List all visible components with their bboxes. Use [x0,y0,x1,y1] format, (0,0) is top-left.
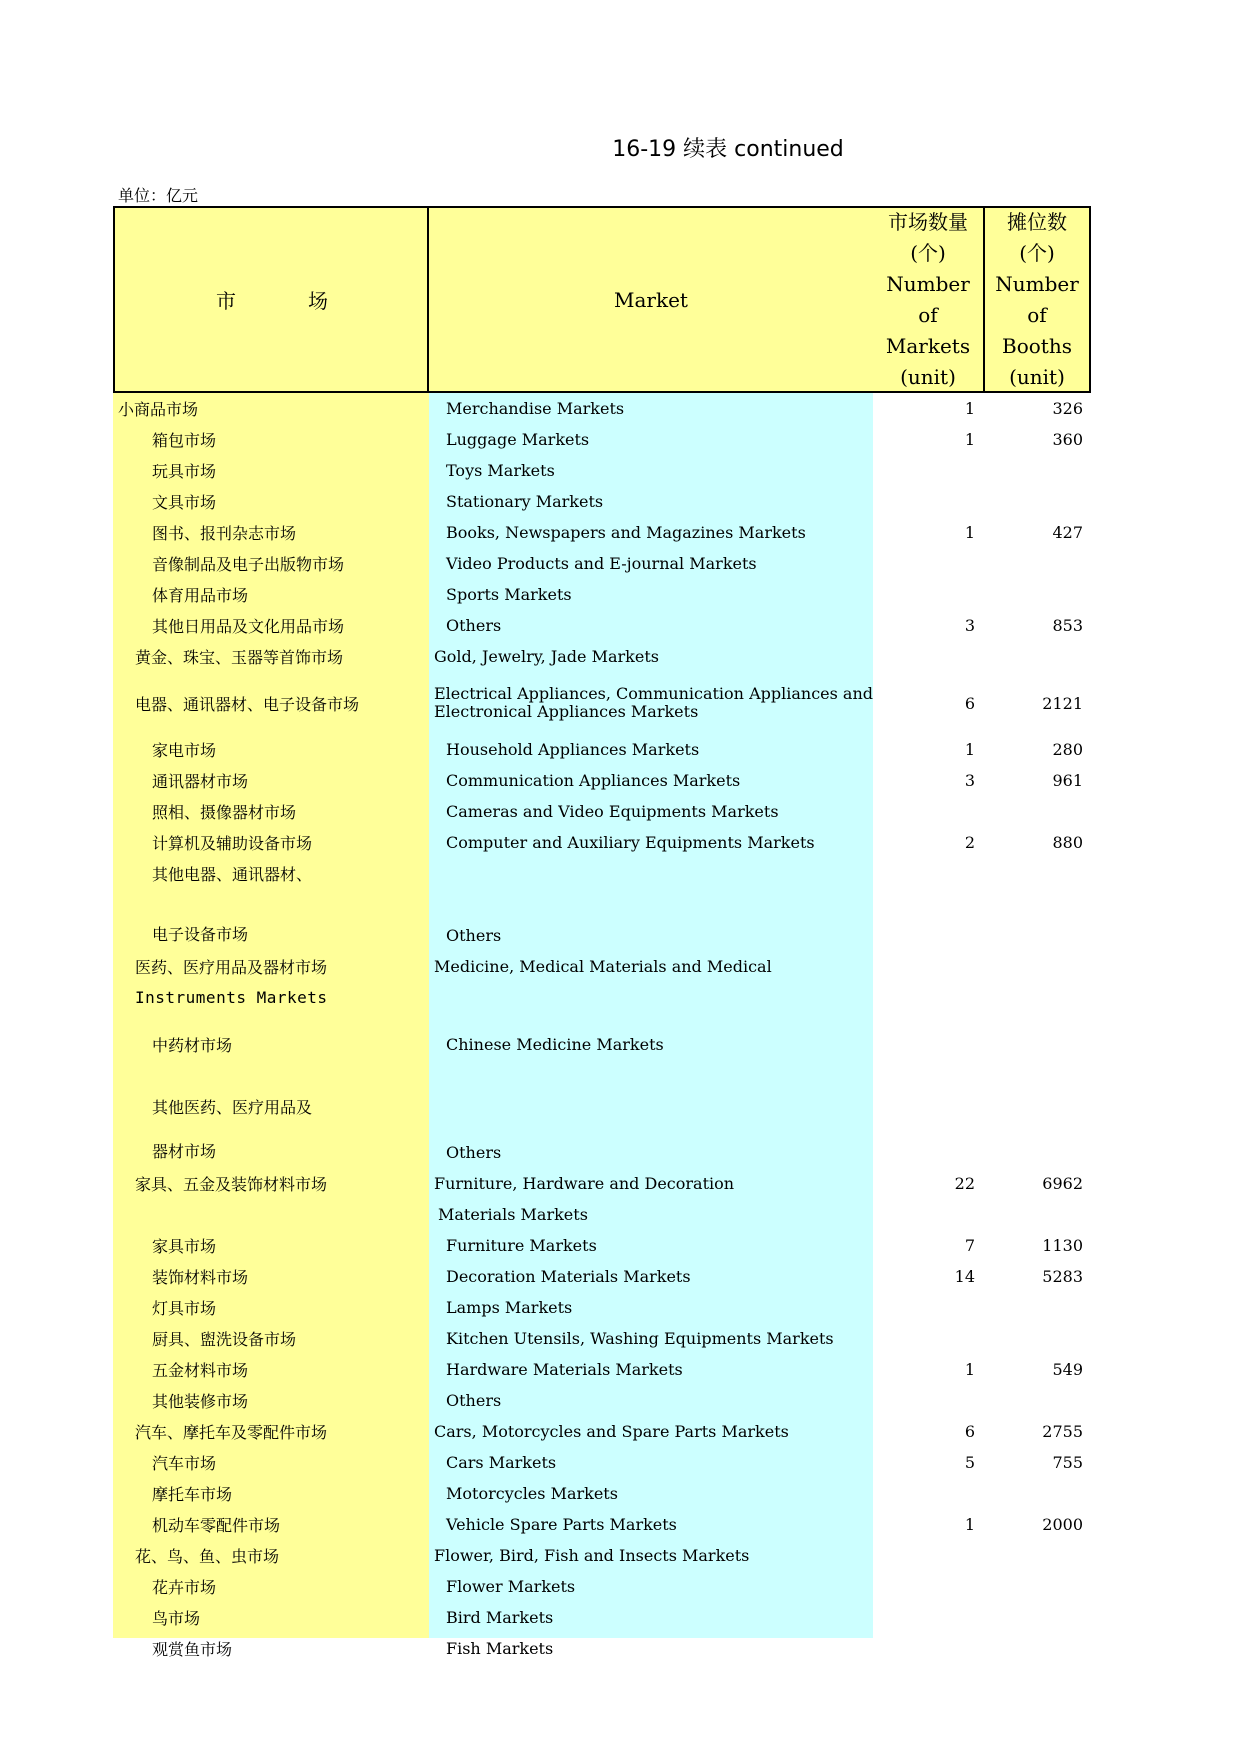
table-row [113,734,1091,765]
cell-market-en: Cameras and Video Equipments Markets [446,802,779,821]
cell-number-of-booths [985,455,1091,486]
cell-market-en: Lamps Markets [446,1298,573,1317]
table-row [113,765,1091,796]
table-body [113,393,1091,1659]
cell-number-of-markets [873,486,985,517]
table-row [113,1261,1091,1292]
cell-market-en: Sports Markets [446,585,572,604]
table-row [113,1509,1091,1540]
cell-market-en: Books, Newspapers and Magazines Markets [446,523,806,542]
cell-market-cn: 花、鸟、鱼、虫市场 [135,1547,280,1566]
header-booths-line: 摊位数 [1006,209,1067,234]
cell-number-of-markets: 1 [964,399,975,418]
cell-market-cn [113,1199,451,1230]
cell-number-of-markets [873,889,985,951]
cell-number-of-booths: 853 [1052,616,1083,635]
cell-number-of-booths: 280 [1052,740,1083,759]
cell-number-of-markets: 6 [964,693,975,713]
cell-number-of-markets [873,796,985,827]
cell-market-en: Flower Markets [446,1577,576,1596]
header-market-en: Market [427,206,875,393]
cell-number-of-booths [985,641,1091,672]
cell-number-of-booths [985,579,1091,610]
table-row [113,393,1091,424]
table-row [113,1416,1091,1447]
cell-market-en: Communication Appliances Markets [446,771,741,790]
cell-number-of-markets: 22 [954,1174,975,1193]
cell-market-cn: 器材市场 [152,1142,217,1161]
cell-number-of-markets: 1 [964,523,975,542]
cell-market-en: Bird Markets [446,1608,554,1627]
header-markets-line: of [918,302,938,327]
cell-market-en [429,982,878,1013]
table-row [113,424,1091,455]
cell-number-of-booths [985,1540,1091,1571]
cell-number-of-markets [873,1075,985,1137]
header-markets-line: (unit) [900,364,956,389]
cell-number-of-markets: 1 [964,430,975,449]
header-market-cn [113,206,429,393]
table-row [113,579,1091,610]
cell-number-of-markets [873,1602,985,1633]
cell-market-en [429,1075,890,1137]
cell-market-en: Vehicle Spare Parts Markets [446,1515,677,1534]
cell-market-en: Others [446,1391,502,1410]
cell-number-of-markets: 6 [964,1422,975,1441]
table-row [113,1354,1091,1385]
cell-market-cn: 照相、摄像器材市场 [152,803,297,822]
cell-market-en: Toys Markets [446,461,555,480]
table-row [113,796,1091,827]
table-row [113,1230,1091,1261]
cell-market-cn: 计算机及辅助设备市场 [152,834,313,853]
cell-market-en: Materials Markets [438,1205,588,1224]
cell-number-of-markets: 3 [964,771,975,790]
cell-number-of-markets: 1 [964,1360,975,1379]
cell-market-en-line1: Electrical Appliances, Communication Appliances and [434,684,873,703]
cell-market-cn: 灯具市场 [152,1299,217,1318]
cell-number-of-markets [873,1633,985,1664]
cell-number-of-booths [985,951,1091,982]
table-row [113,1633,1091,1664]
table-row [113,951,1091,982]
cell-number-of-markets [873,858,985,889]
cell-number-of-booths [985,1137,1091,1168]
cell-number-of-markets [873,1199,985,1230]
cell-market-en: Hardware Materials Markets [446,1360,683,1379]
cell-number-of-booths [985,548,1091,579]
cell-market-cn: 其他装修市场 [152,1392,249,1411]
cell-number-of-markets: 3 [964,616,975,635]
cell-market-cn: 文具市场 [152,493,217,512]
cell-number-of-booths [985,1323,1091,1354]
table-title: 16-19 续表 continued [612,137,844,162]
table-row [113,1168,1091,1199]
cell-number-of-booths [985,1571,1091,1602]
cell-number-of-booths [985,796,1091,827]
header-booths-line: (个) [1019,240,1055,265]
cell-number-of-booths [985,1013,1091,1075]
table-row [113,672,1091,734]
cell-market-en: Motorcycles Markets [446,1484,618,1503]
cell-market-cn: 体育用品市场 [152,586,249,605]
cell-number-of-booths [985,858,1091,889]
cell-number-of-markets [873,1540,985,1571]
cell-market-cn: 机动车零配件市场 [152,1516,281,1535]
table-row [113,486,1091,517]
table-row [113,1540,1091,1571]
table-row [113,1385,1091,1416]
cell-market-cn: 中药材市场 [152,1035,233,1055]
cell-number-of-booths: 427 [1052,523,1083,542]
cell-number-of-booths [985,1292,1091,1323]
cell-market-cn: 厨具、盥洗设备市场 [152,1330,297,1349]
header-markets-line: 市场数量 [888,209,968,234]
table-row [113,455,1091,486]
cell-number-of-booths: 880 [1052,833,1083,852]
cell-number-of-markets: 14 [954,1267,975,1286]
cell-market-en: Stationary Markets [446,492,604,511]
cell-market-en: Others [446,926,502,945]
table-header [113,206,1091,393]
cell-number-of-booths: 6962 [1042,1174,1083,1193]
cell-number-of-markets [873,641,985,672]
cell-number-of-booths: 1130 [1042,1236,1083,1255]
cell-market-en: Chinese Medicine Markets [446,1034,664,1054]
cell-number-of-markets: 5 [964,1453,975,1472]
cell-number-of-booths [985,1385,1091,1416]
cell-market-cn: 电子设备市场 [152,925,249,944]
cell-market-cn: 玩具市场 [152,462,217,481]
cell-number-of-markets [873,1292,985,1323]
cell-number-of-markets [873,1137,985,1168]
cell-number-of-markets [873,455,985,486]
cell-market-cn: Instruments Markets [135,988,328,1007]
cell-number-of-markets [873,982,985,1013]
cell-number-of-markets [873,1013,985,1075]
header-markets-line: (个) [910,240,946,265]
cell-number-of-booths [985,1199,1091,1230]
cell-number-of-booths: 5283 [1042,1267,1083,1286]
cell-market-cn: 电器、通讯器材、电子设备市场 [135,694,360,714]
table-row [113,889,1091,951]
cell-number-of-booths [985,1075,1091,1137]
cell-number-of-markets [873,1571,985,1602]
cell-market-cn: 音像制品及电子出版物市场 [152,555,345,574]
cell-market-en: Others [446,1143,502,1162]
cell-market-cn: 汽车、摩托车及零配件市场 [135,1423,328,1442]
cell-market-en: Fish Markets [446,1639,554,1658]
cell-number-of-booths: 755 [1052,1453,1083,1472]
cell-market-en: Video Products and E-journal Markets [446,554,757,573]
header-market-cn-part2: 场 [308,289,328,313]
cell-number-of-markets: 1 [964,1515,975,1534]
table-row [113,1292,1091,1323]
cell-market-cn: 通讯器材市场 [152,772,249,791]
table-row [113,827,1091,858]
table-row [113,1199,1091,1230]
cell-market-cn: 家具、五金及装饰材料市场 [135,1175,328,1194]
cell-market-cn: 家电市场 [152,741,217,760]
cell-market-cn: 医药、医疗用品及器材市场 [135,958,328,977]
table-row [113,641,1091,672]
cell-number-of-markets [873,1323,985,1354]
cell-market-en: Furniture Markets [446,1236,597,1255]
cell-market-en [429,858,890,889]
cell-number-of-markets [873,1385,985,1416]
cell-number-of-booths [985,982,1091,1013]
cell-market-cn: 黄金、珠宝、玉器等首饰市场 [135,648,344,667]
table-row [113,858,1091,889]
cell-market-cn: 鸟市场 [152,1609,201,1628]
cell-number-of-booths [985,1633,1091,1664]
cell-market-en: Medicine, Medical Materials and Medical [434,957,772,976]
cell-market-cn: 摩托车市场 [152,1485,233,1504]
cell-market-en: Merchandise Markets [446,399,625,418]
cell-number-of-markets [873,1478,985,1509]
table-row [113,610,1091,641]
cell-market-cn: 家具市场 [152,1237,217,1256]
table-row [113,1447,1091,1478]
cell-market-cn: 小商品市场 [118,400,199,419]
table-row [113,1323,1091,1354]
cell-market-cn: 其他日用品及文化用品市场 [152,617,345,636]
table-row [113,548,1091,579]
cell-number-of-markets: 1 [964,740,975,759]
cell-number-of-booths: 2000 [1042,1515,1083,1534]
header-number-of-booths [983,206,1091,393]
header-booths-line: (unit) [1009,364,1065,389]
cell-market-en: Cars, Motorcycles and Spare Parts Markets [434,1422,789,1441]
cell-number-of-booths: 360 [1052,430,1083,449]
cell-market-cn: 五金材料市场 [152,1361,249,1380]
cell-number-of-booths: 961 [1052,771,1083,790]
cell-market-en [429,672,878,734]
table-row [113,1137,1091,1168]
cell-market-cn: 图书、报刊杂志市场 [152,524,297,543]
header-booths-line: Number [995,271,1079,296]
cell-number-of-booths [985,1602,1091,1633]
cell-number-of-markets [873,951,985,982]
cell-number-of-markets [873,579,985,610]
table-row [113,517,1091,548]
cell-number-of-booths [985,889,1091,951]
cell-market-cn: 装饰材料市场 [152,1268,249,1287]
cell-market-en: Furniture, Hardware and Decoration [434,1174,735,1193]
cell-number-of-booths [985,1478,1091,1509]
cell-number-of-booths: 2755 [1042,1422,1083,1441]
cell-market-cn: 花卉市场 [152,1578,217,1597]
cell-market-en: Household Appliances Markets [446,740,700,759]
header-markets-line: Markets [885,333,971,358]
unit-label: 单位：亿元 [118,186,199,205]
cell-market-en: Computer and Auxiliary Equipments Markets [446,833,815,852]
cell-market-en: Kitchen Utensils, Washing Equipments Markets [446,1329,834,1348]
cell-number-of-booths: 549 [1052,1360,1083,1379]
cell-number-of-markets [873,548,985,579]
header-markets-line: Number [886,271,970,296]
cell-number-of-booths: 2121 [1042,693,1083,713]
cell-number-of-markets: 7 [964,1236,975,1255]
cell-market-cn: 箱包市场 [152,431,217,450]
cell-number-of-booths [985,486,1091,517]
cell-market-en-line2: Electronical Appliances Markets [434,702,699,721]
cell-market-cn: 其他电器、通讯器材、 [152,865,313,884]
table-row [113,1602,1091,1633]
cell-market-cn: 其他医药、医疗用品及 [152,1097,313,1117]
table-row [113,1571,1091,1602]
table-row [113,1013,1091,1075]
cell-market-cn: 观赏鱼市场 [152,1640,233,1659]
cell-number-of-booths: 326 [1052,399,1083,418]
header-number-of-markets [873,206,985,393]
table-row [113,1478,1091,1509]
cell-market-en: Flower, Bird, Fish and Insects Markets [434,1546,750,1565]
cell-number-of-markets: 2 [964,833,975,852]
table-row [113,1075,1091,1137]
cell-market-en: Cars Markets [446,1453,557,1472]
cell-market-en: Others [446,616,502,635]
cell-market-en: Decoration Materials Markets [446,1267,691,1286]
cell-market-en: Gold, Jewelry, Jade Markets [434,647,659,666]
header-booths-line: Booths [1002,333,1072,358]
header-booths-line: of [1027,302,1047,327]
cell-market-en: Luggage Markets [446,430,590,449]
table-row [113,982,1091,1013]
header-market-cn-part1: 市 [216,289,236,313]
cell-market-cn: 汽车市场 [152,1454,217,1473]
